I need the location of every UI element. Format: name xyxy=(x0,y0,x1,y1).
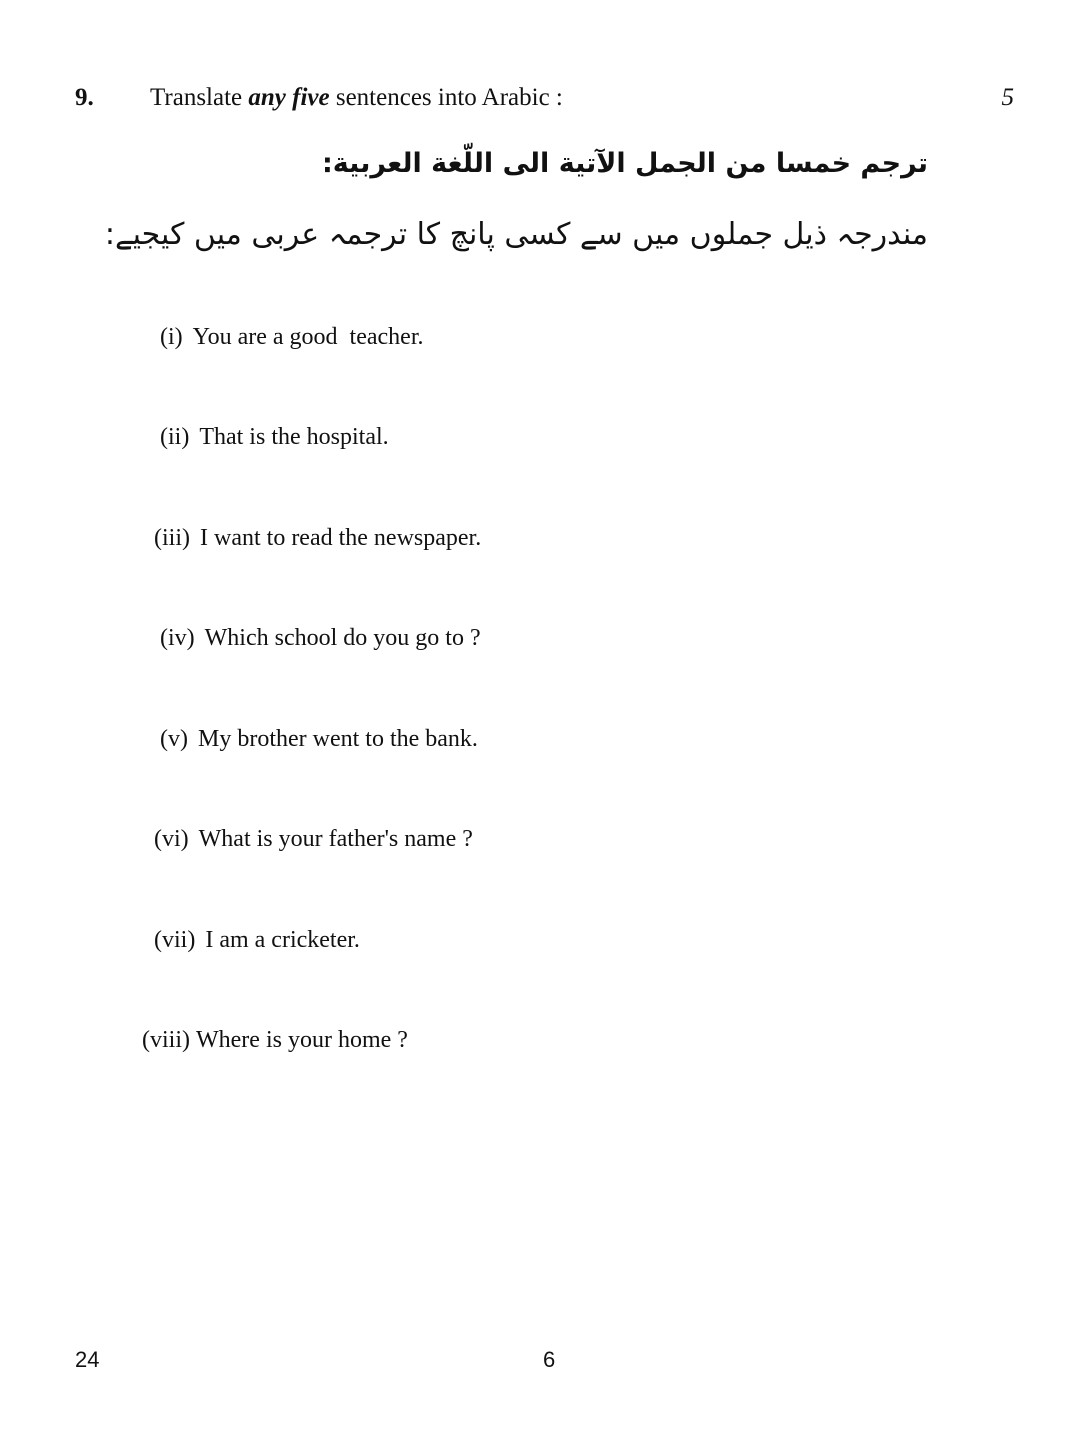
sentence-number: (ii) xyxy=(160,424,190,450)
question-marks: 5 xyxy=(1001,84,1014,111)
urdu-instruction: مندرجہ ذیل جملوں میں سے کسی پانچ کا ترجمہ عربی میں کیجیے: xyxy=(104,217,928,252)
question-text-start: Translate xyxy=(150,84,249,111)
sentence-item xyxy=(160,324,423,351)
sentence-text: I want to read the newspaper. xyxy=(200,525,482,551)
question-text-end: sentences into Arabic : xyxy=(329,84,563,111)
sentence-number: (v) xyxy=(160,726,188,752)
sentence-text: My brother went to the bank. xyxy=(197,726,478,752)
sentence-text: That is the hospital. xyxy=(199,424,389,450)
page-number: 6 xyxy=(543,1347,556,1372)
sentence-number: (iii) xyxy=(154,525,190,551)
sentence-number: (vi) xyxy=(154,826,189,852)
sentence-item xyxy=(154,525,481,552)
sentence-text: Where is your home ? xyxy=(196,1027,408,1053)
question-text-emphasis: any five xyxy=(248,84,330,111)
sentence-item xyxy=(160,424,389,451)
arabic-instruction: ترجم خمسا من الجمل الآتية الى اللّغة العربية: xyxy=(322,148,928,179)
sentence-text: What is your father's name ? xyxy=(198,826,473,852)
footer-code: 24 xyxy=(75,1347,100,1372)
sentence-number: (i) xyxy=(160,324,183,350)
question-number: 9. xyxy=(75,84,94,111)
sentence-item xyxy=(160,726,478,753)
sentence-item xyxy=(142,1027,408,1054)
question-text xyxy=(150,84,563,112)
sentence-text: You are a good teacher. xyxy=(192,324,424,350)
sentence-item xyxy=(154,826,473,853)
sentence-text: Which school do you go to ? xyxy=(204,625,481,651)
sentence-item xyxy=(160,625,481,652)
sentence-number: (iv) xyxy=(160,625,195,651)
sentence-number: (vii) xyxy=(154,927,196,953)
sentence-text: I am a cricketer. xyxy=(205,927,360,953)
sentence-number: (viii) xyxy=(142,1027,190,1053)
sentence-item xyxy=(154,927,360,954)
